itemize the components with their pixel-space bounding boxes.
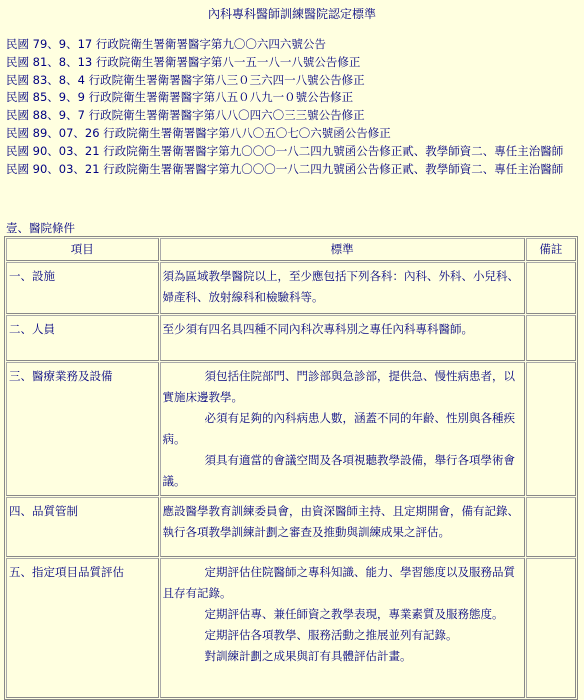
- table-header-row: [6, 238, 576, 261]
- history-line: 民國 85、9、9 行政院衛生署衛署醫字第八五０八九一０號公告修正: [6, 90, 354, 105]
- row-note: [526, 497, 576, 557]
- row-item: 三、醫療業務及設備: [6, 362, 159, 496]
- row-standard: [160, 558, 525, 698]
- page-title: 內科專科醫師訓練醫院認定標準: [207, 7, 376, 21]
- row-standard: [160, 262, 525, 314]
- header-standard: 標準: [160, 238, 525, 261]
- table-row: [6, 315, 576, 361]
- standard-paragraph: 應設醫學教育訓練委員會，由資深醫師主持、且定期開會，備有記錄、執行各項教學訓練計劃之審查及推動與訓練成果之評估。: [162, 504, 520, 539]
- history-line: 民國 90、03、21 行政院衛生署衛署醫字第九〇〇〇一八二四九號函公告修正貳、教學師資二、專任主治醫師: [6, 143, 564, 158]
- standard-paragraph: 定期評估住院醫師之專科知識、能力、學習態度以及服務品質且存有記錄。: [162, 565, 516, 600]
- standard-paragraph: 必須有足夠的內科病患人數，涵蓋不同的年齡、性別與各種疾病。: [162, 411, 516, 446]
- header-note: 備註: [526, 238, 576, 261]
- row-item: 四、品質管制: [6, 497, 159, 557]
- standard-paragraph: 定期評估各項教學、服務活動之推展並列有記錄。: [204, 628, 458, 642]
- table-row: [6, 362, 576, 496]
- header-item: 項目: [6, 238, 159, 261]
- standard-paragraph: 須包括住院部門、門診部與急診部，提供急、慢性病患者，以實施床邊教學。: [162, 369, 516, 404]
- row-note: [526, 558, 576, 698]
- row-item: 二、人員: [6, 315, 159, 361]
- history-line: 民國 89、07、26 行政院衛生署衛署醫字第八八〇五〇七〇六號函公告修正: [6, 125, 391, 140]
- history-line: 民國 88、9、7 行政院衛生署衛署醫字第八八〇四六〇三三號公告修正: [6, 108, 365, 123]
- row-standard: [160, 362, 525, 496]
- history-line: 民國 90、03、21 行政院衛生署衛署醫字第九〇〇〇一八二四九號函公告修正貳、教學師資二、專任主治醫師: [6, 161, 564, 176]
- row-note: [526, 315, 576, 361]
- standard-paragraph: 須具有適當的會議空間及各項視聽教學設備，舉行各項學術會議。: [162, 453, 516, 488]
- standard-paragraph: 須為區域教學醫院以上，至少應包括下列各科：內科、外科、小兒科、婦產科、放射線科和檢驗科等。: [162, 269, 520, 304]
- row-standard: [160, 497, 525, 557]
- row-note: [526, 362, 576, 496]
- history-line: 民國 79、9、17 行政院衛生署衛署醫字第九〇〇六四六號公告: [6, 37, 326, 51]
- table-row: [6, 262, 576, 314]
- row-item: 一、設施: [6, 262, 159, 314]
- table-row: [6, 558, 576, 698]
- revision-history: [6, 36, 578, 178]
- standard-paragraph: 對訓練計劃之成果與訂有具體評估計畫。: [204, 649, 412, 663]
- row-standard: [160, 315, 525, 361]
- row-item: 五、指定項目品質評估: [6, 558, 159, 698]
- history-line: 民國 83、8、4 行政院衛生署衛署醫字第八三０三六四一八號公告修正: [6, 72, 365, 87]
- history-line: 民國 81、8、13 行政院衛生署衛署醫字第八一五一八一八號公告修正: [6, 54, 361, 69]
- standard-paragraph: 至少須有四名具四種不同內科次專科別之專任內科專科醫師。: [162, 322, 474, 336]
- table-row: [6, 497, 576, 557]
- standard-paragraph: 定期評估專、兼任師資之教學表現，專業素質及服務態度。: [204, 607, 504, 621]
- section-title: 壹、醫院條件: [6, 221, 75, 235]
- row-note: [526, 262, 576, 314]
- hospital-conditions-table: [4, 236, 578, 700]
